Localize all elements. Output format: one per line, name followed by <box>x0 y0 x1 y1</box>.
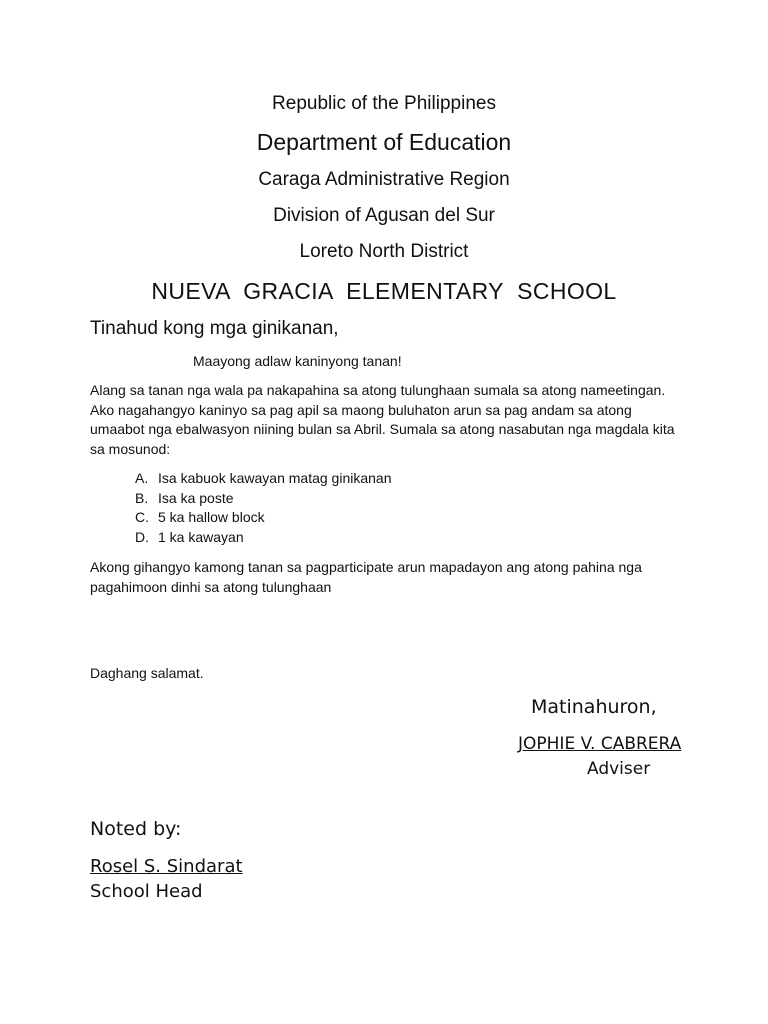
header-division: Division of Agusan del Sur <box>273 205 495 226</box>
header-republic: Republic of the Philippines <box>272 93 496 114</box>
list-marker: B. <box>135 489 149 506</box>
signature-closing: Matinahuron, <box>531 696 657 718</box>
letter-thanks: Daghang salamat. <box>90 665 204 681</box>
list-marker: C. <box>135 509 149 525</box>
list-item <box>135 508 391 528</box>
signature-name: JOPHIE V. CABRERA <box>518 734 682 754</box>
list-item <box>135 469 391 489</box>
list-item <box>135 528 391 548</box>
header-district: Loreto North District <box>299 241 469 262</box>
noted-label: Noted by: <box>90 818 182 840</box>
list-item-text: 5 ka hallow block <box>158 509 265 525</box>
noted-title: School Head <box>90 881 203 902</box>
header-department: Department of Education <box>256 129 512 155</box>
letter-paragraph-1: Alang sa tanan nga wala pa nakapahina sa atong tulunghaan sumala sa atong nameetingan. Ako nagahangyo kaninyo sa pag apil sa maong buluhaton arun sa pag andam sa atong umaabot nga ebalwasyon niining bulan sa Abril. Sumala sa atong nasabutan nga magdala kita sa mosunod: <box>90 382 675 457</box>
list-marker: D. <box>135 528 149 545</box>
letter-salutation: Tinahud kong mga ginikanan, <box>90 318 339 339</box>
signature-title: Adviser <box>587 759 651 779</box>
letter-paragraph-2: Akong gihangyo kamong tanan sa pagparticipate arun mapadayon ang atong pahina nga pagahimoon dinhi sa atong tulunghaan <box>90 559 642 595</box>
letter-greeting: Maayong adlaw kaninyong tanan! <box>193 353 402 369</box>
list-marker: A. <box>135 470 149 486</box>
header-school: NUEVA GRACIA ELEMENTARY SCHOOL <box>151 278 617 304</box>
list-item-text: 1 ka kawayan <box>158 528 244 545</box>
header-region: Caraga Administrative Region <box>258 169 510 190</box>
list-item-text: Isa ka poste <box>158 489 234 506</box>
items-list <box>135 469 391 547</box>
list-item <box>135 489 391 509</box>
list-item-text: Isa kabuok kawayan matag ginikanan <box>158 470 392 486</box>
noted-name: Rosel S. Sindarat <box>90 856 243 877</box>
